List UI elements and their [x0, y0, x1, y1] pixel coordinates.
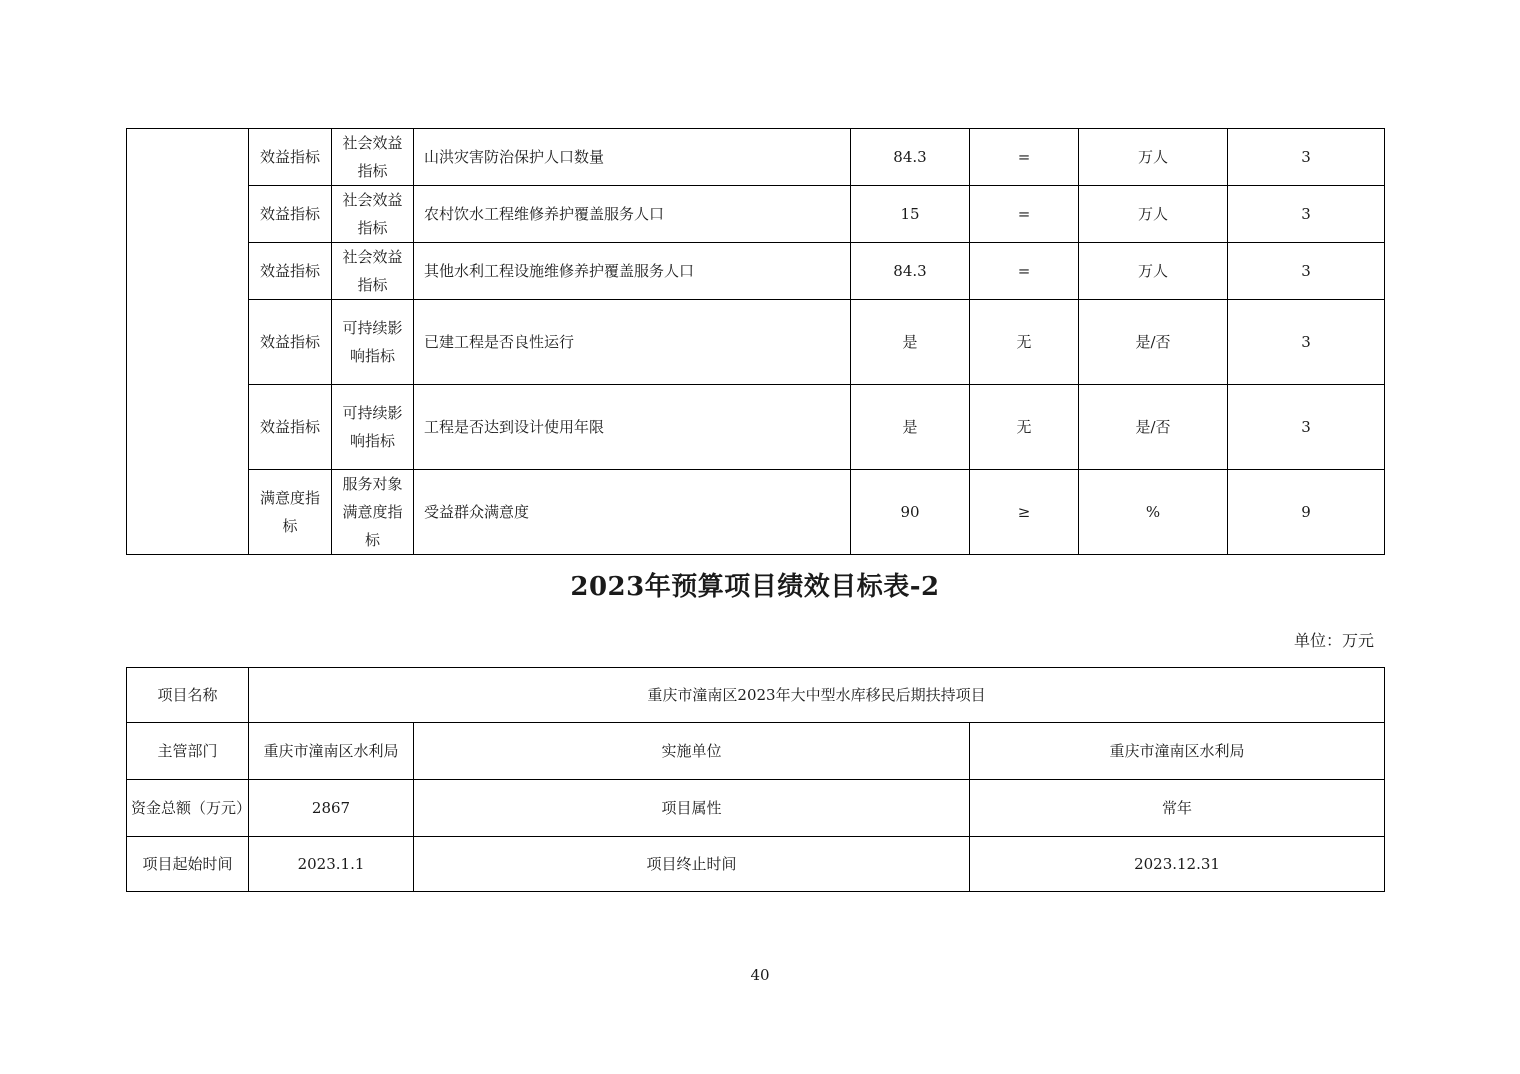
- value-cell: 84.3: [851, 129, 970, 186]
- table-row: [127, 186, 1385, 243]
- level2-cell: 可持续影响指标: [332, 385, 414, 470]
- funds-label: 资金总额（万元）: [127, 780, 249, 837]
- value-cell: 是: [851, 385, 970, 470]
- indicator-cell: 山洪灾害防治保护人口数量: [414, 129, 851, 186]
- level2-cell: 服务对象满意度指标: [332, 470, 414, 555]
- blank-cell: [127, 129, 249, 555]
- weight-cell: 3: [1228, 300, 1385, 385]
- indicator-cell: 受益群众满意度: [414, 470, 851, 555]
- level2-cell: 社会效益指标: [332, 129, 414, 186]
- level1-cell: 效益指标: [249, 186, 332, 243]
- operator-cell: 无: [970, 385, 1079, 470]
- indicator-cell: 其他水利工程设施维修养护覆盖服务人口: [414, 243, 851, 300]
- level1-cell: 效益指标: [249, 385, 332, 470]
- funds-value: 2867: [249, 780, 414, 837]
- project-info-table: [126, 667, 1385, 892]
- unit-cell: 是/否: [1079, 385, 1228, 470]
- level2-cell: 社会效益指标: [332, 243, 414, 300]
- unit-cell: 万人: [1079, 243, 1228, 300]
- operator-cell: =: [970, 129, 1079, 186]
- table-row: [127, 668, 1385, 723]
- level2-cell: 可持续影响指标: [332, 300, 414, 385]
- value-cell: 84.3: [851, 243, 970, 300]
- unit-label: 单位：万元: [1293, 631, 1374, 650]
- impl-value: 重庆市潼南区水利局: [970, 723, 1385, 780]
- table-row: [127, 470, 1385, 555]
- weight-cell: 9: [1228, 470, 1385, 555]
- table-row: [127, 385, 1385, 470]
- weight-cell: 3: [1228, 243, 1385, 300]
- table-row: [127, 723, 1385, 780]
- attr-value: 常年: [970, 780, 1385, 837]
- unit-cell: 万人: [1079, 129, 1228, 186]
- value-cell: 90: [851, 470, 970, 555]
- weight-cell: 3: [1228, 186, 1385, 243]
- indicator-cell: 农村饮水工程维修养护覆盖服务人口: [414, 186, 851, 243]
- level1-cell: 效益指标: [249, 129, 332, 186]
- unit-cell: 万人: [1079, 186, 1228, 243]
- level2-cell: 社会效益指标: [332, 186, 414, 243]
- end-value: 2023.12.31: [970, 837, 1385, 892]
- dept-value: 重庆市潼南区水利局: [249, 723, 414, 780]
- project-name-value: 重庆市潼南区2023年大中型水库移民后期扶持项目: [249, 668, 1385, 723]
- value-cell: 是: [851, 300, 970, 385]
- operator-cell: =: [970, 186, 1079, 243]
- start-label: 项目起始时间: [127, 837, 249, 892]
- value-cell: 15: [851, 186, 970, 243]
- table-row: [127, 129, 1385, 186]
- indicator-cell: 已建工程是否良性运行: [414, 300, 851, 385]
- level1-cell: 效益指标: [249, 243, 332, 300]
- table-row: [127, 837, 1385, 892]
- weight-cell: 3: [1228, 385, 1385, 470]
- unit-cell: %: [1079, 470, 1228, 555]
- level1-cell: 效益指标: [249, 300, 332, 385]
- end-label: 项目终止时间: [414, 837, 970, 892]
- table-row: [127, 780, 1385, 837]
- unit-cell: 是/否: [1079, 300, 1228, 385]
- operator-cell: ≥: [970, 470, 1079, 555]
- start-value: 2023.1.1: [249, 837, 414, 892]
- operator-cell: =: [970, 243, 1079, 300]
- page-title: 2023年预算项目绩效目标表-2: [570, 572, 940, 602]
- table-row: [127, 300, 1385, 385]
- weight-cell: 3: [1228, 129, 1385, 186]
- indicator-cell: 工程是否达到设计使用年限: [414, 385, 851, 470]
- operator-cell: 无: [970, 300, 1079, 385]
- impl-label: 实施单位: [414, 723, 970, 780]
- project-name-label: 项目名称: [127, 668, 249, 723]
- dept-label: 主管部门: [127, 723, 249, 780]
- indicator-table: [126, 128, 1385, 555]
- table-row: [127, 243, 1385, 300]
- page-number: 40: [750, 966, 770, 984]
- attr-label: 项目属性: [414, 780, 970, 837]
- level1-cell: 满意度指标: [249, 470, 332, 555]
